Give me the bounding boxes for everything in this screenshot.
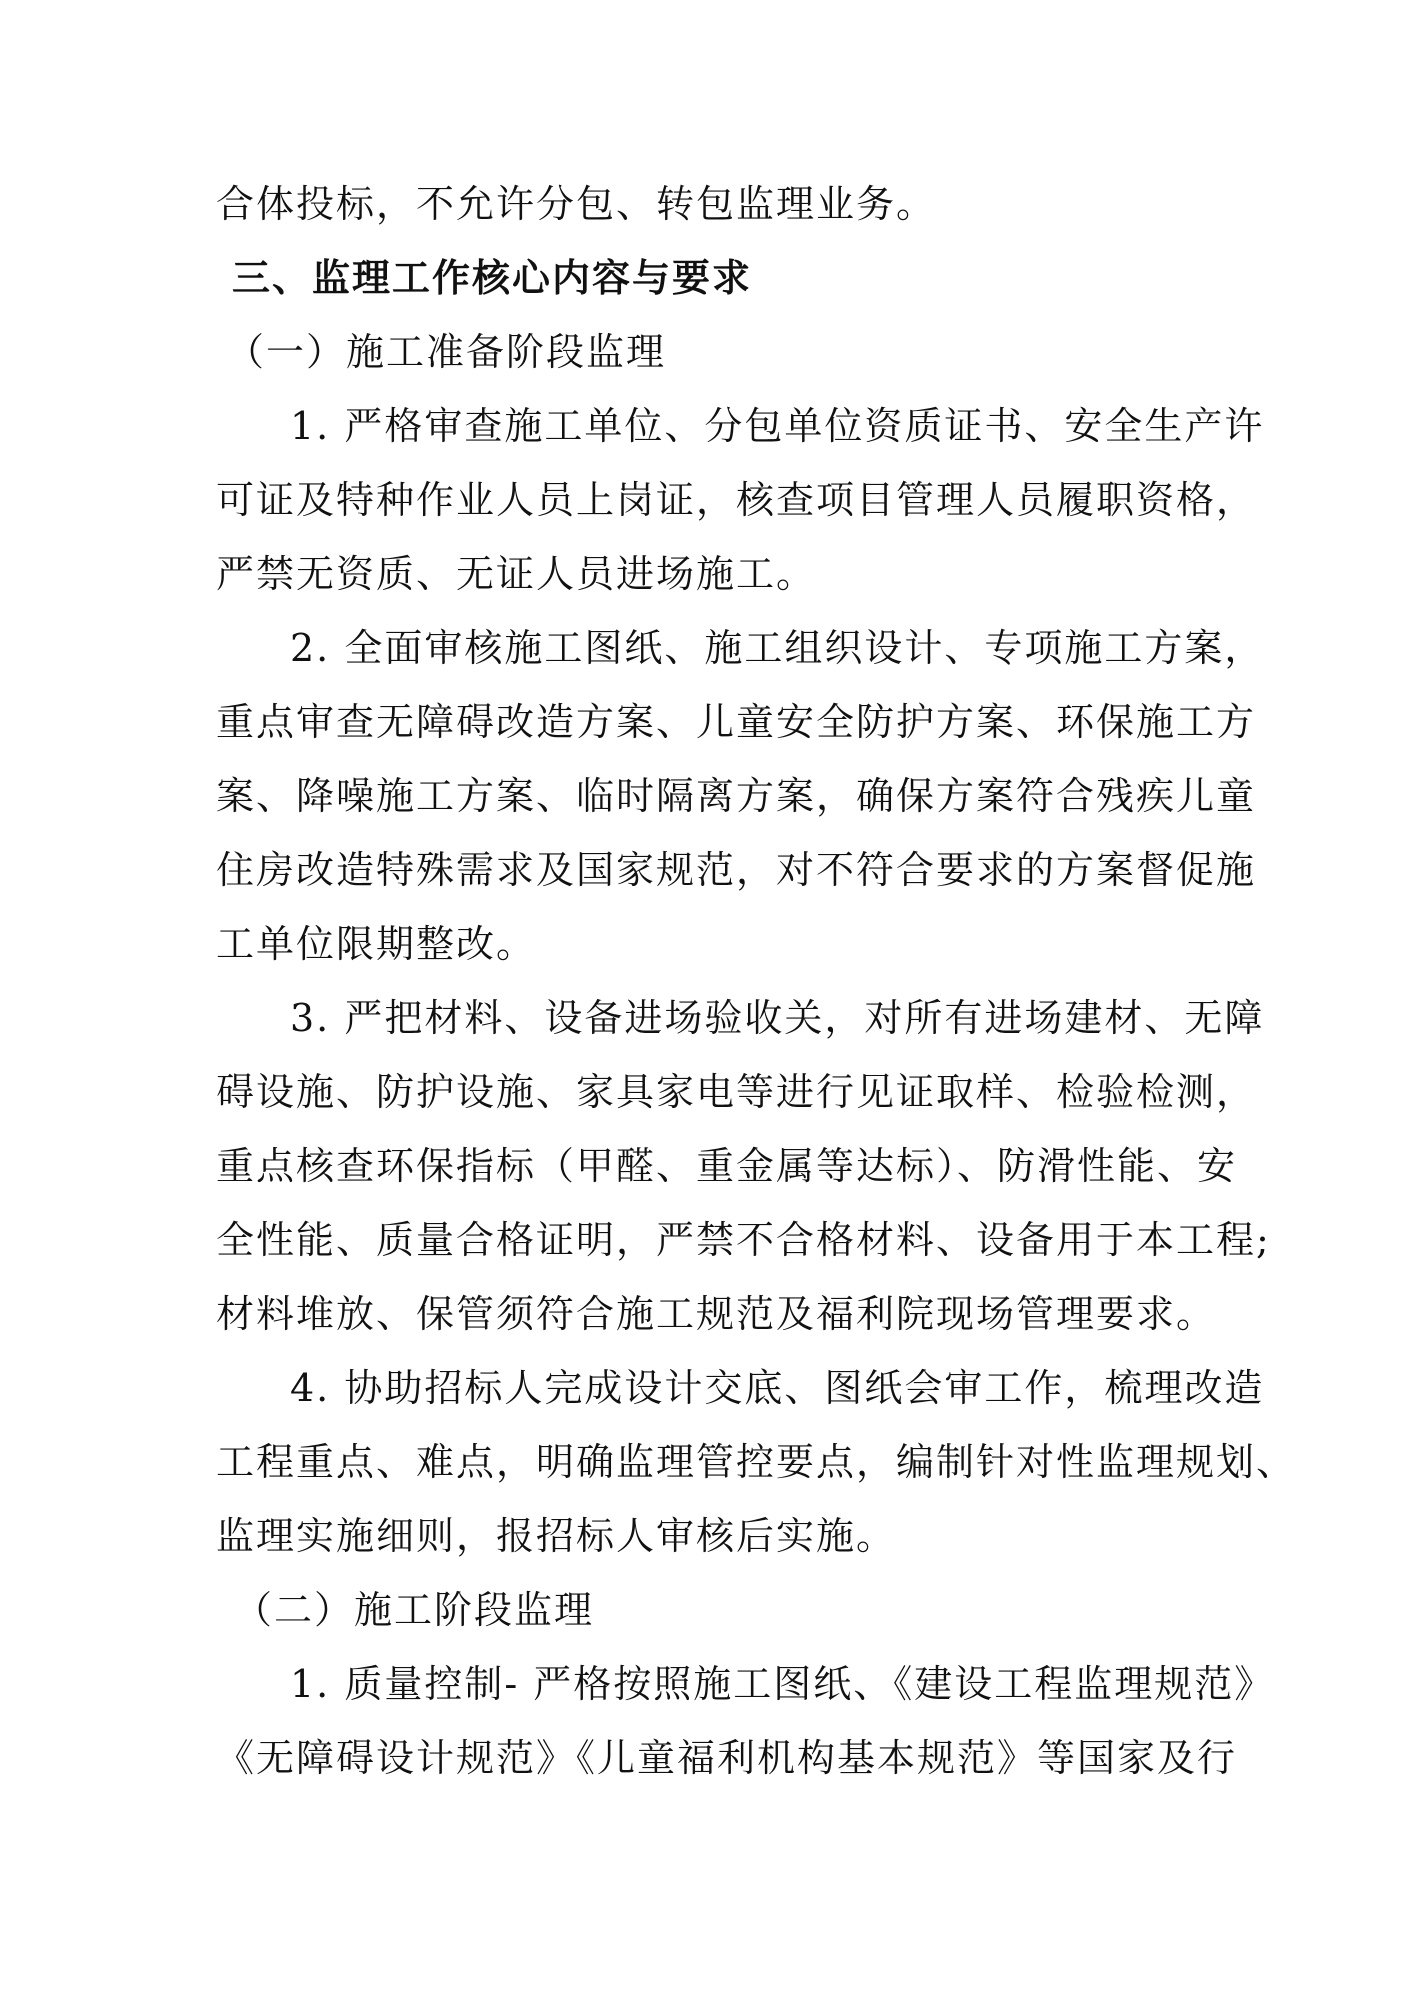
subsection-heading: （一）施工准备阶段监理	[226, 330, 667, 374]
text-line: 碍设施、防护设施、家具家电等进行见证取样、检验检测，	[216, 1070, 1257, 1114]
text-line: 2. 全面审核施工图纸、施工组织设计、专项施工方案，	[290, 626, 1265, 670]
text-line: 材料堆放、保管须符合施工规范及福利院现场管理要求。	[216, 1292, 1217, 1336]
text-line: 案、降噪施工方案、临时隔离方案，确保方案符合残疾儿童	[216, 774, 1257, 818]
text-line: 合体投标，不允许分包、转包监理业务。	[216, 182, 937, 226]
text-line: 工程重点、难点，明确监理管控要点，编制针对性监理规划、	[216, 1440, 1297, 1484]
text-line: 可证及特种作业人员上岗证，核查项目管理人员履职资格，	[216, 478, 1257, 522]
text-line: 全性能、质量合格证明，严禁不合格材料、设备用于本工程;	[216, 1218, 1271, 1262]
section-heading: 三、监理工作核心内容与要求	[232, 256, 753, 300]
text-line: 严禁无资质、无证人员进场施工。	[216, 552, 817, 596]
text-line: 《无障碍设计规范》《儿童福利机构基本规范》等国家及行	[216, 1736, 1238, 1780]
text-line: 监理实施细则，报招标人审核后实施。	[216, 1514, 897, 1558]
text-line: 1. 严格审查施工单位、分包单位资质证书、安全生产许	[290, 404, 1265, 448]
text-line: 1. 质量控制- 严格按照施工图纸、《建设工程监理规范》	[290, 1662, 1275, 1706]
text-line: 重点核查环保指标（甲醛、重金属等达标）、防滑性能、安	[216, 1144, 1238, 1188]
text-line: 3. 严把材料、设备进场验收关，对所有进场建材、无障	[290, 996, 1265, 1040]
text-line: 住房改造特殊需求及国家规范，对不符合要求的方案督促施	[216, 848, 1257, 892]
text-line: 工单位限期整改。	[216, 922, 537, 966]
text-line: 4. 协助招标人完成设计交底、图纸会审工作，梳理改造	[290, 1366, 1265, 1410]
text-line: 重点审查无障碍改造方案、儿童安全防护方案、环保施工方	[216, 700, 1257, 744]
subsection-heading: （二）施工阶段监理	[234, 1588, 595, 1632]
